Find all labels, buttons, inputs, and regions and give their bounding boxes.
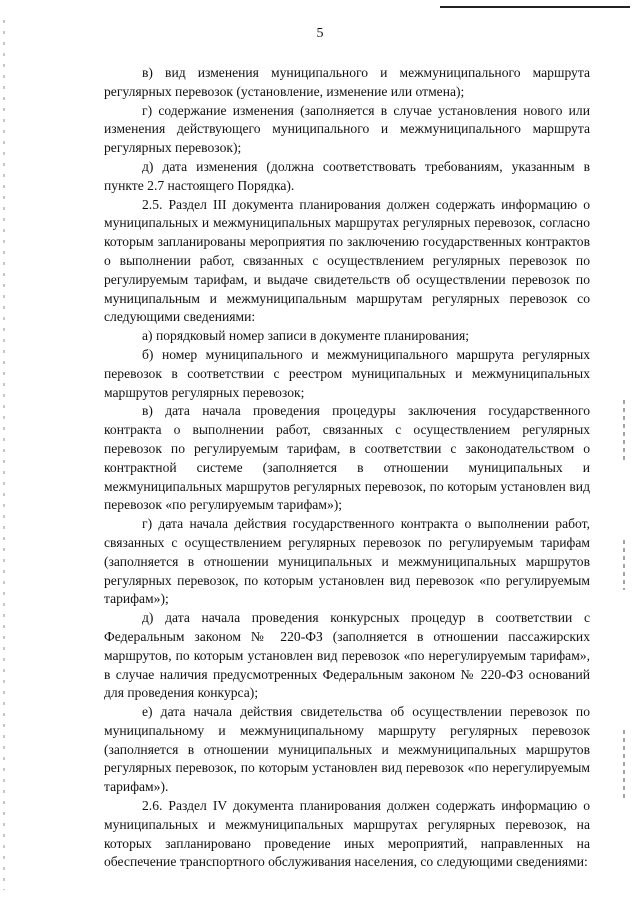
scan-right-mark: [623, 730, 625, 800]
scan-left-edge-marks: [3, 20, 5, 890]
scan-right-mark: [623, 540, 625, 590]
paragraph-item-d: д) дата изменения (должна соответствовать требованиям, указанным в пункте 2.7 настоящего Порядка).: [104, 158, 590, 193]
document-body: [104, 64, 590, 872]
paragraph-item-g: г) дата начала действия государственного контракта о выполнении работ, связанных с осуществлением регулярных перевозок по регулируемым тарифам (заполняется в отношении муниципальных и межмуниципальных маршрутов регулярных перевозок, по которым установлен вид перевозок «по регулируемым тарифам»);: [104, 516, 590, 607]
scan-right-mark: [623, 400, 625, 460]
paragraph-item-d: д) дата начала проведения конкурсных процедур в соответствии с Федеральным законом № 220-ФЗ (заполняется в отношении пассажирских маршрутов, по которым установлен вид перевозок «по нерегулируемым тарифам», в случае наличия предусмотренных Федеральным законом № 220-ФЗ оснований для проведения конкурса);: [104, 610, 590, 701]
paragraph-item-v: в) дата начала проведения процедуры заключения государственного контракта о выполнении работ, связанных с осуществлением регулярных перевозок по регулируемым тарифам, в соответствии с законодательством о контрактной системе (заполняется в отношении муниципальных и межмуниципальных маршрутов регулярных перевозок, по которым установлен вид перевозок «по регулируемым тарифам»);: [104, 403, 590, 513]
page-number: 5: [316, 26, 324, 41]
paragraph-section-2-6: 2.6. Раздел IV документа планирования должен содержать информацию о муниципальных и межмуниципальных маршрутах регулярных перевозок, на которых запланировано проведение иных мероприятий, направленных на обеспечение транспортного обслуживания населения, со следующими сведениями:: [104, 798, 590, 870]
top-edge-rule: [440, 6, 630, 8]
paragraph-item-e: е) дата начала действия свидетельства об осуществлении перевозок по муниципальному и межмуниципальному маршруту регулярных перевозок (заполняется в отношении муниципальных и межмуниципальных маршрутов регулярных перевозок, по которым установлен вид перевозок «по нерегулируемым тарифам»).: [104, 704, 590, 795]
paragraph-section-2-5: 2.5. Раздел III документа планирования должен содержать информацию о муниципальных и межмуниципальных маршрутах регулярных перевозок, согласно которым запланированы мероприятия по заключению государственных контрактов о выполнении работ, связанных с осуществлением регулярных перевозок по регулируемым тарифам, и выдаче свидетельств об осуществлении перевозок по муниципальным и межмуниципальным маршрутам регулярных перевозок со следующими сведениями:: [104, 196, 590, 325]
paragraph-item-a: а) порядковый номер записи в документе планирования;: [142, 328, 469, 344]
paragraph-item-b: б) номер муниципального и межмуниципального маршрута регулярных перевозок в соответствии с реестром муниципальных и межмуниципальных маршрутов регулярных перевозок;: [104, 346, 590, 400]
paragraph-item-g: г) содержание изменения (заполняется в случае установления нового или изменения действующего муниципального и межмуниципального маршрута регулярных перевозок);: [104, 102, 590, 156]
paragraph-item-v: в) вид изменения муниципального и межмуниципального маршрута регулярных перевозок (установление, изменение или отмена);: [104, 65, 590, 99]
